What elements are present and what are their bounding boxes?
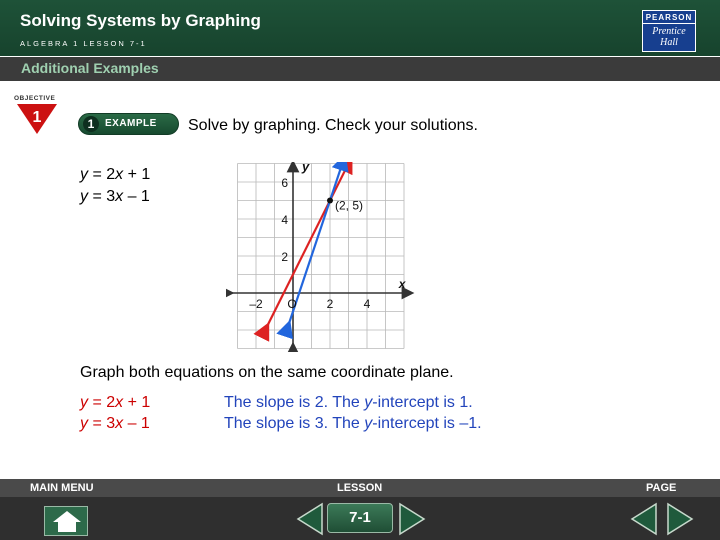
page-next-button[interactable]	[666, 502, 694, 536]
intersection-point	[327, 198, 333, 204]
arrow-left-icon	[632, 504, 656, 534]
coordinate-graph	[226, 162, 416, 352]
slope-equation-2: y = 3x – 1	[80, 415, 150, 432]
lesson-next-button[interactable]	[398, 502, 426, 536]
slope-equation-1: y = 2x + 1	[80, 394, 151, 411]
page-label: PAGE	[646, 482, 677, 494]
arrow-right-icon	[400, 504, 424, 534]
footer-nav	[0, 479, 720, 540]
arrow-left-icon	[298, 504, 322, 534]
y-tick-label: 2	[281, 250, 288, 264]
page-prev-button[interactable]	[630, 502, 658, 536]
section-bar	[0, 57, 720, 81]
graph-labels	[249, 162, 406, 311]
intersection-label: (2, 5)	[335, 198, 364, 213]
page-title: Solving Systems by Graphing	[20, 11, 261, 30]
lesson-label: LESSON	[337, 482, 383, 494]
instruction-text: Solve by graphing. Check your solutions.	[188, 117, 478, 134]
y-tick-label: 4	[281, 213, 288, 227]
logo-mid-text: Prentice	[652, 26, 686, 37]
logo-bottom-text: Hall	[660, 37, 678, 48]
objective-number: 1	[32, 109, 42, 126]
main-menu-label: MAIN MENU	[30, 482, 94, 494]
lesson-number-box[interactable]: 7-1	[327, 503, 393, 533]
objective-badge-icon	[17, 104, 57, 134]
graph-instruction: Graph both equations on the same coordinate plane.	[80, 364, 454, 381]
x-tick-label: 4	[363, 297, 371, 311]
publisher-logo	[642, 10, 696, 52]
y-tick-label: 6	[281, 176, 288, 190]
x-tick-label: O	[287, 297, 297, 311]
slope-description-1: The slope is 2. The y-intercept is 1.	[224, 394, 473, 411]
main-menu-button[interactable]	[44, 506, 88, 536]
home-icon	[45, 507, 89, 537]
x-tick-label: 2	[326, 297, 334, 311]
example-label: EXAMPLE	[105, 118, 157, 129]
objective-label: OBJECTIVE	[14, 95, 56, 102]
header-bar	[0, 0, 720, 56]
example-number: 1	[83, 116, 99, 132]
section-label: Additional Examples	[21, 60, 159, 76]
equation-1: y = 2x + 1	[80, 166, 151, 183]
graph-grid	[238, 164, 405, 349]
arrow-right-icon	[668, 504, 692, 534]
x-tick-label: –2	[249, 297, 263, 311]
footer-label-bar	[0, 479, 720, 497]
lesson-subtitle: ALGEBRA 1 LESSON 7-1	[20, 39, 147, 48]
line-y-2x-plus-1	[265, 164, 348, 331]
slope-description-2: The slope is 3. The y-intercept is –1.	[224, 415, 482, 432]
x-axis-label: x	[398, 277, 406, 291]
y-axis-label: y	[302, 162, 310, 174]
lesson-prev-button[interactable]	[296, 502, 324, 536]
example-badge	[78, 113, 179, 135]
logo-top-text: PEARSON	[643, 11, 695, 24]
equation-2: y = 3x – 1	[80, 188, 150, 205]
